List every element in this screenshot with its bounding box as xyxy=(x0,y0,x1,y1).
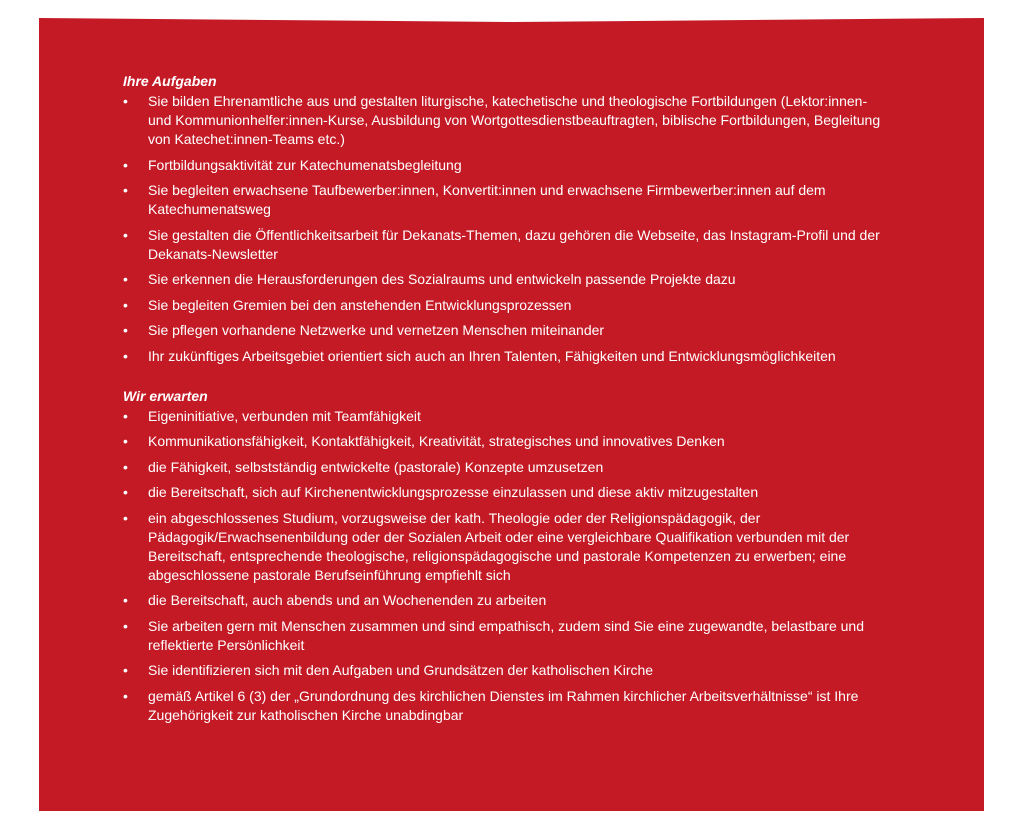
bullet-icon: • xyxy=(123,407,128,424)
bullet-icon: • xyxy=(123,662,128,678)
bullet-icon: • xyxy=(123,93,128,109)
list-item-text: Sie pflegen vorhandene Netzwerke und vernetzen Menschen miteinander xyxy=(148,322,605,338)
list-item-text: die Fähigkeit, selbstständig entwickelte (pastorale) Konzepte umzusetzen xyxy=(148,458,604,475)
section-title-aufgaben: Ihre Aufgaben xyxy=(123,73,217,89)
list-item-text: die Bereitschaft, sich auf Kirchenentwicklungsprozesse einzulassen und diese aktiv mitzugestalten xyxy=(148,484,759,500)
list-item-text: Sie bilden Ehrenamtliche aus und gestalten liturgische, katechetische und theologische Fortbildungen (Lektor:innen- und Kommunionhelfer:innen-Kurse, Ausbildung von Wortgottesdienstbeauftragten, biblische Fortbildungen, Begleitung von Katechet:innen-Teams etc.) xyxy=(148,93,881,147)
bullet-icon: • xyxy=(123,509,128,526)
bullet-icon: • xyxy=(123,433,128,449)
bullet-icon: • xyxy=(123,592,128,608)
list-item xyxy=(123,687,893,725)
list-item-text: gemäß Artikel 6 (3) der „Grundordnung des kirchlichen Dienstes im Rahmen kirchlicher Arbeitsverhältnisse“ ist Ihre Zugehörigkeit zur katholischen Kirche unabdingbar xyxy=(148,687,859,723)
list-item-text: die Bereitschaft, auch abends und an Wochenenden zu arbeiten xyxy=(148,592,547,608)
erwartungen-list xyxy=(123,407,893,725)
list-item xyxy=(123,270,893,289)
bullet-icon: • xyxy=(123,271,128,287)
list-item xyxy=(123,156,893,175)
bullet-icon: • xyxy=(123,156,128,173)
bullet-icon: • xyxy=(123,617,128,634)
list-item-text: Sie identifizieren sich mit den Aufgaben und Grundsätzen der katholischen Kirche xyxy=(148,662,654,678)
list-item xyxy=(123,92,893,149)
list-item xyxy=(123,347,893,366)
list-item-text: Sie gestalten die Öffentlichkeitsarbeit für Dekanats-Themen, dazu gehören die Webseite, das Instagram-Profil und der Dekanats-Newsletter xyxy=(148,226,880,262)
bullet-icon: • xyxy=(123,484,128,500)
list-item xyxy=(123,661,893,680)
list-item-text: Sie arbeiten gern mit Menschen zusammen und sind empathisch, zudem sind Sie eine zugewandte, belastbare und reflektierte Persönlichkeit xyxy=(148,617,864,653)
bullet-icon: • xyxy=(123,347,128,364)
bullet-icon: • xyxy=(123,226,128,243)
job-description xyxy=(123,73,893,731)
bullet-icon: • xyxy=(123,458,128,475)
bullet-icon: • xyxy=(123,182,128,198)
list-item-text: Fortbildungsaktivität zur Katechumenatsbegleitung xyxy=(148,156,462,173)
list-item xyxy=(123,181,893,219)
list-item xyxy=(123,407,893,426)
list-item xyxy=(123,432,893,451)
list-item-text: Eigeninitiative, verbunden mit Teamfähigkeit xyxy=(148,407,421,424)
list-item xyxy=(123,458,893,477)
list-item-text: ein abgeschlossenes Studium, vorzugsweise der kath. Theologie oder der Religionspädagogik, der Pädagogik/Erwachsenenbildung oder der Sozialen Arbeit oder eine vergleichbare Qualifikation verbunden mit der Bereitschaft, entsprechende theologische, religionspädagogische und pastorale Kompetenzen zu erwerben; eine abgeschlossene pastorale Berufseinführung empfiehlt sich xyxy=(148,509,850,583)
list-item xyxy=(123,617,893,655)
list-item-text: Sie erkennen die Herausforderungen des Sozialraums und entwickeln passende Projekte dazu xyxy=(148,271,736,287)
bullet-icon: • xyxy=(123,687,128,704)
section-title-wir-erwarten: Wir erwarten xyxy=(123,387,208,404)
list-item-text: Kommunikationsfähigkeit, Kontaktfähigkeit, Kreativität, strategisches und innovatives Denken xyxy=(148,433,725,449)
list-item xyxy=(123,226,893,264)
bullet-icon: • xyxy=(123,296,128,313)
list-item xyxy=(123,296,893,315)
list-item-text: Ihr zukünftiges Arbeitsgebiet orientiert sich auch an Ihren Talenten, Fähigkeiten und Entwicklungsmöglichkeiten xyxy=(148,347,836,364)
list-item-text: Sie begleiten erwachsene Taufbewerber:innen, Konvertit:innen und erwachsene Firmbewerber:innen auf dem Katechumenatsweg xyxy=(148,182,826,217)
list-item xyxy=(123,509,893,585)
bullet-icon: • xyxy=(123,322,128,338)
list-item xyxy=(123,321,893,340)
list-item xyxy=(123,591,893,610)
list-item xyxy=(123,483,893,502)
aufgaben-list xyxy=(123,92,893,366)
list-item-text: Sie begleiten Gremien bei den anstehenden Entwicklungsprozessen xyxy=(148,296,572,313)
